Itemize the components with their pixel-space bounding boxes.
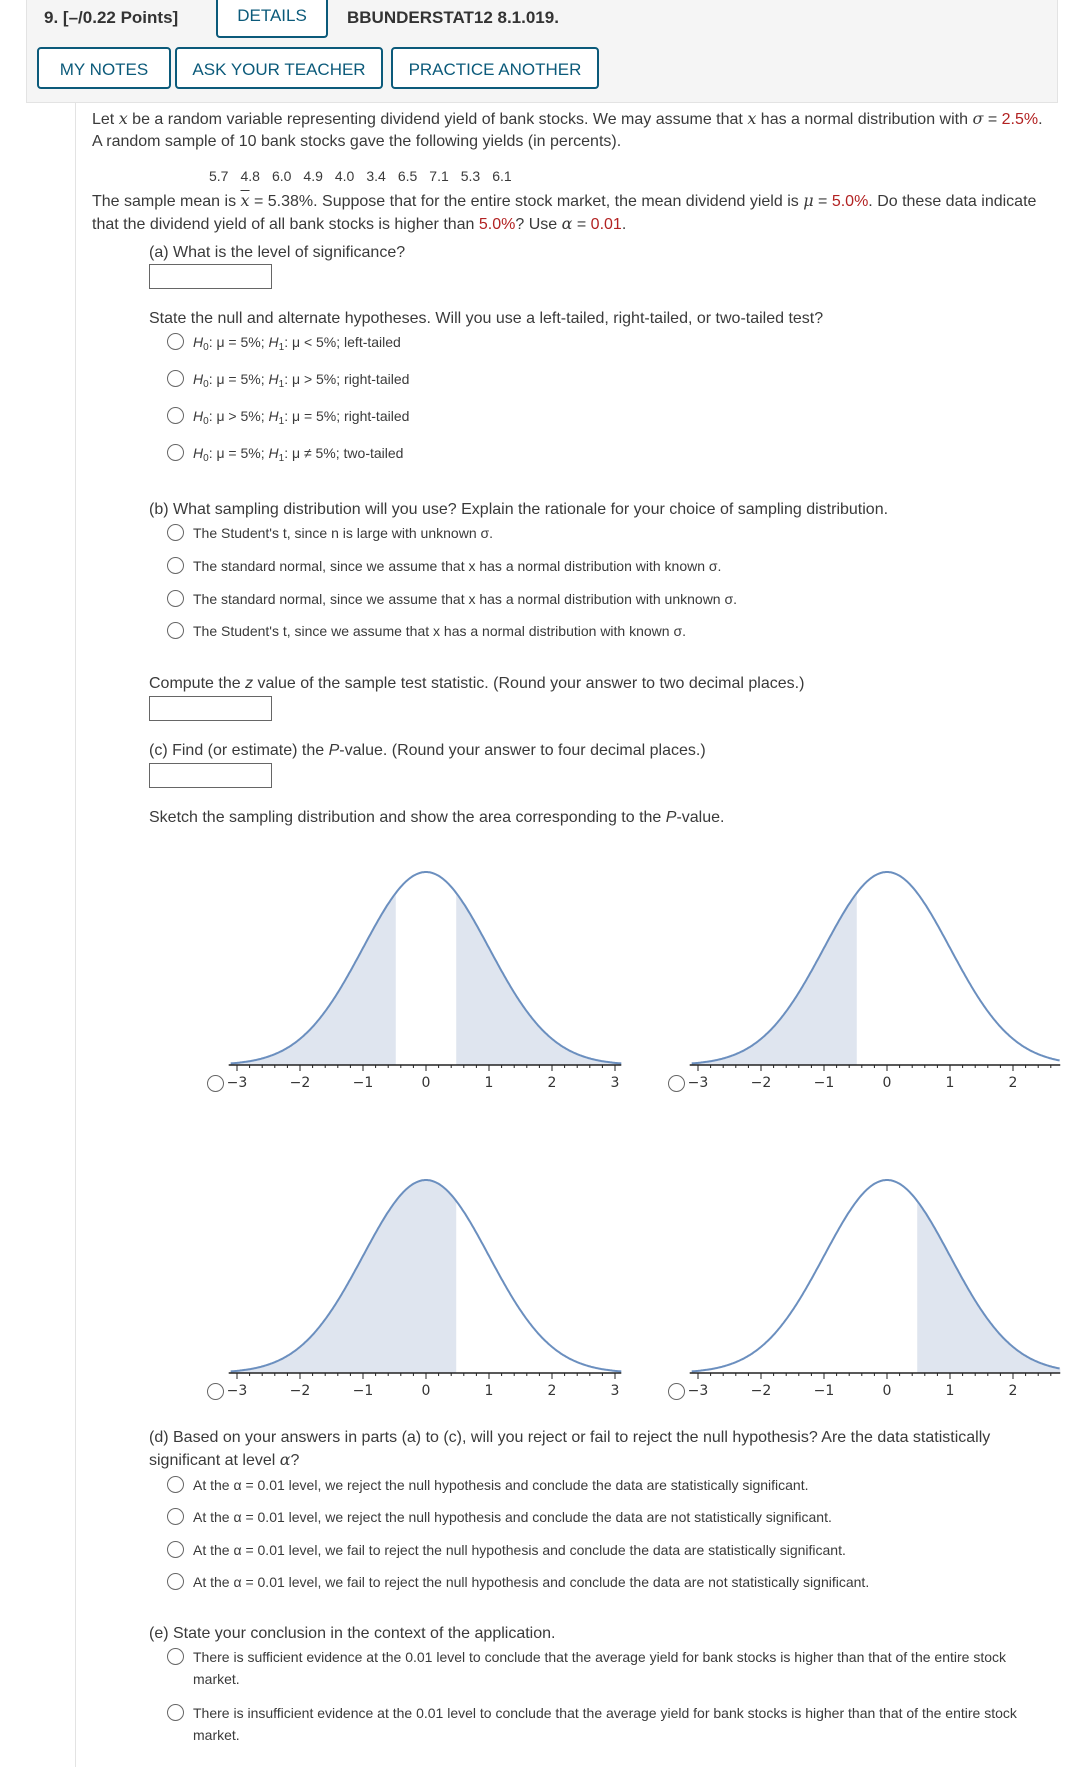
radio-button[interactable] — [167, 1508, 184, 1525]
tick-label: −2 — [289, 1075, 311, 1091]
tick-label: 3 — [610, 1383, 620, 1399]
tick-label: −1 — [813, 1383, 835, 1399]
graph-option-4[interactable] — [668, 1148, 1072, 1418]
tick-label: −3 — [226, 1075, 248, 1091]
normal-curve-left-tailed — [668, 840, 1072, 1110]
practice-another-button[interactable]: PRACTICE ANOTHER — [391, 47, 599, 89]
tick-label: 1 — [945, 1383, 955, 1399]
radio-button[interactable] — [167, 370, 184, 387]
tick-label: 2 — [1008, 1075, 1018, 1091]
radio-button[interactable] — [167, 557, 184, 574]
ask-teacher-button[interactable]: ASK YOUR TEACHER — [175, 47, 383, 89]
radio-button[interactable] — [167, 407, 184, 424]
tick-label: −2 — [289, 1383, 311, 1399]
tick-label: −3 — [226, 1383, 248, 1399]
radio-button[interactable] — [167, 1476, 184, 1493]
radio-button[interactable] — [167, 1541, 184, 1558]
graph-option-1[interactable] — [207, 840, 627, 1110]
normal-curve-right-tailed — [668, 1148, 1072, 1418]
radio-button[interactable] — [167, 1648, 184, 1665]
part-c-question: (c) Find (or estimate) the P-value. (Round your answer to four decimal places.) — [149, 742, 706, 759]
graph-option-2[interactable] — [668, 840, 1072, 1110]
tick-label: 0 — [421, 1383, 431, 1399]
content-left-border — [75, 102, 76, 1767]
question-title — [44, 8, 178, 28]
part-b-question: (b) What sampling distribution will you use? Explain the rationale for your choice of sampling distribution. — [149, 501, 889, 518]
tick-label: −1 — [352, 1383, 374, 1399]
part-a-question: (a) What is the level of significance? — [149, 244, 406, 261]
tick-label: 1 — [484, 1383, 494, 1399]
z-value-question: Compute the z value of the sample test statistic. (Round your answer to two decimal places.) — [149, 675, 805, 692]
radio-button[interactable] — [167, 444, 184, 461]
question-code: BBUNDERSTAT12 8.1.019. — [347, 8, 559, 27]
part-e-question: (e) State your conclusion in the context of the application. — [149, 1625, 556, 1642]
radio-button[interactable] — [167, 333, 184, 350]
shaded-area-right — [917, 1201, 1060, 1373]
radio-button[interactable] — [167, 622, 184, 639]
radio-button[interactable] — [167, 1573, 184, 1590]
radio-button[interactable] — [167, 524, 184, 541]
question-points: [–/0.22 Points] — [62, 8, 179, 27]
p-value-input[interactable] — [149, 763, 272, 788]
tick-label: 2 — [1008, 1383, 1018, 1399]
problem-intro: Let x be a random variable representing dividend yield of bank stocks. We may assume that x has a normal distribution with σ = 2.5%. A random sample of 10 bank stocks gave the following yields (in percents). — [92, 109, 1043, 150]
shaded-area-right — [456, 893, 621, 1065]
part-d-question: (d) Based on your answers in parts (a) to (c), will you reject or fail to reject the null hypothesis? Are the data statistically significant at level α? — [149, 1429, 991, 1469]
tick-label: −1 — [813, 1075, 835, 1091]
tick-label: −3 — [687, 1383, 709, 1399]
normal-curve-left-large — [207, 1148, 627, 1418]
tick-label: 3 — [610, 1075, 620, 1091]
tick-label: 2 — [547, 1383, 557, 1399]
details-button[interactable]: DETAILS — [216, 0, 328, 38]
normal-curve-two-tailed — [207, 840, 627, 1110]
question-number: 9. — [44, 8, 59, 27]
tick-label: −2 — [750, 1075, 772, 1091]
tick-label: 0 — [882, 1383, 892, 1399]
tick-label: 0 — [421, 1075, 431, 1091]
tick-label: −2 — [750, 1383, 772, 1399]
tick-label: 2 — [547, 1075, 557, 1091]
tick-label: −3 — [687, 1075, 709, 1091]
tick-label: 0 — [882, 1075, 892, 1091]
my-notes-button[interactable]: MY NOTES — [37, 47, 171, 89]
tick-label: 1 — [945, 1075, 955, 1091]
tick-label: 1 — [484, 1075, 494, 1091]
z-value-input[interactable] — [149, 696, 272, 721]
graph-option-3[interactable] — [207, 1148, 627, 1418]
problem-mean-statement: The sample mean is $\overline{x} = 5.38\%$. Suppose that for the entire stock market, the mean dividend yield is μ = 5.0%. Do these data indicate that the dividend yield of all bank stocks is higher than 5.0%? Use α = 0.01. — [92, 191, 1037, 233]
shaded-area-left — [231, 1180, 457, 1373]
data-values: 5.7 4.8 6.0 4.9 4.0 3.4 6.5 7.1 5.3 6.1 — [209, 168, 512, 184]
tick-label: −1 — [352, 1075, 374, 1091]
significance-input[interactable] — [149, 264, 272, 289]
shaded-area-left — [231, 893, 396, 1065]
normal-curve — [692, 872, 1060, 1063]
shaded-area-left — [692, 893, 857, 1065]
question-header — [26, 0, 1058, 103]
radio-button[interactable] — [167, 1704, 184, 1721]
hypotheses-question: State the null and alternate hypotheses. Will you use a left-tailed, right-tailed, or two-tailed test? — [149, 310, 824, 327]
normal-curve — [231, 872, 622, 1063]
sketch-instruction: Sketch the sampling distribution and show the area corresponding to the P-value. — [149, 809, 725, 826]
radio-button[interactable] — [167, 590, 184, 607]
